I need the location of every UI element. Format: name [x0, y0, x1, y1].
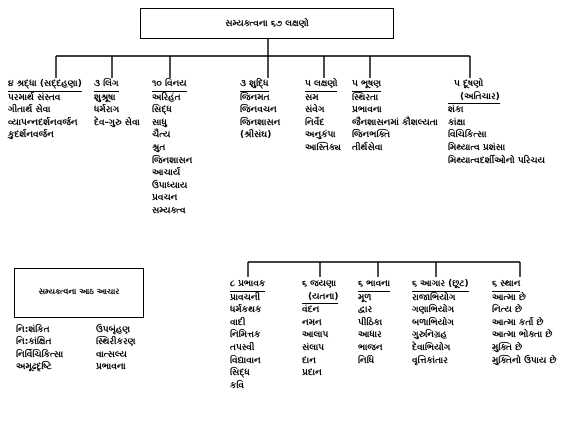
list-item: આસ્તિક્ય: [305, 142, 341, 153]
list-item: નિત્ય છે: [492, 305, 522, 316]
group-lakshan: [305, 78, 341, 155]
group-prabhavak: [230, 278, 265, 392]
list-item: આત્મા કર્તા છે: [492, 317, 544, 328]
list-item: ધર્મરાગ: [94, 105, 120, 116]
list-item: પ્રવચન: [152, 193, 178, 204]
group-heading: ૬ જયણા: [302, 279, 337, 289]
list-item: તીર્થસેવા: [352, 142, 383, 153]
group-heading: ૮ પ્રભાવક: [230, 278, 265, 292]
list-item: દાન: [302, 355, 316, 366]
list-item: નિ:કાંક્ષિત: [16, 337, 52, 348]
list-item: શંકા: [448, 105, 464, 116]
list-item: પ્રાવચની: [230, 292, 261, 303]
list-item: મિથ્યાત્વદર્શીઓનો પરિચય: [448, 155, 545, 166]
list-item: નિ:શંકિત: [16, 325, 50, 335]
list-item: પરમાર્થ સંસ્તવ: [8, 92, 61, 103]
group-heading: ૫ ભૂષણ: [352, 78, 381, 92]
list-item: નિધિ: [358, 355, 375, 366]
list-item: વંદન: [302, 305, 320, 316]
list-item: સ્થિરતા: [352, 92, 379, 103]
list-item: સિદ્ધ: [230, 368, 250, 379]
group-heading: ૩ લિંગ: [94, 78, 119, 92]
list-item: કવિ: [230, 380, 244, 391]
group-heading: ૩ શુદ્ધિ: [240, 78, 269, 92]
group-bhushan: [352, 78, 438, 155]
list-item: ગણાભિયોગ: [412, 305, 455, 316]
list-item: પ્રભાવના: [352, 105, 382, 116]
group-dushan: [448, 78, 545, 167]
list-item: વાદી: [230, 317, 246, 328]
list-item: મૂળ: [358, 292, 372, 303]
list-item: સ્થિરીકરણ: [96, 337, 136, 348]
list-item: સંવેગ: [305, 105, 325, 116]
list-item: વિચિકિત્સા: [448, 130, 487, 141]
list-item: જિનમત: [240, 92, 270, 103]
list-item: પ્રભાવના: [96, 362, 126, 373]
list-item: અરિહંત: [152, 92, 181, 103]
list-item: વિદ્યાવાન: [230, 355, 261, 366]
group-sthan: [492, 278, 556, 367]
list-item: આત્મા ભોક્તા છે: [492, 330, 553, 341]
list-item: જિનશાસન: [240, 117, 281, 128]
list-item: સમ્યક્ત્વ: [152, 205, 186, 216]
list-item: ઉપાધ્યાય: [152, 180, 188, 191]
group-heading: ૧૦ વિનય: [152, 78, 187, 92]
group-heading: ૬ ભાવના: [358, 278, 390, 292]
list-item: પ્રદાન: [302, 368, 322, 379]
list-item: આત્મા છે: [492, 292, 526, 303]
group-vinay: [152, 78, 192, 218]
group-heading: ૬ આગાર (છૂટ): [412, 278, 469, 292]
group-heading: ૬ સ્થાન: [492, 278, 520, 292]
group-heading: ૫ લક્ષણો: [305, 78, 337, 92]
list-item: જૈનશાસનમાં કૌશલ્યતા: [352, 117, 438, 128]
group-aagar: [412, 278, 469, 367]
list-item: બળાભિયોગ: [412, 317, 454, 328]
title-box: [140, 8, 394, 39]
list-item: વૃત્તિકાંતાર: [412, 355, 448, 366]
list-item: ધર્મકથક: [230, 305, 262, 316]
aachar-column-2: [96, 324, 135, 374]
list-item: મિથ્યાત્વ પ્રશંસા: [448, 142, 506, 153]
list-item: નિમિત્તક: [230, 330, 261, 341]
list-item: શુશ્રૂષા: [94, 92, 116, 103]
list-item: નિર્વેદ: [305, 117, 325, 128]
list-item: જિનભક્તિ: [352, 130, 391, 141]
list-item: સાધુ: [152, 117, 167, 128]
aachar-title: સમ્યક્ત્વના આઠ આચાર: [38, 287, 120, 296]
diagram-title: સમ્યક્ત્વના ૬૭ લક્ષણો: [225, 18, 309, 29]
group-jayana: [302, 278, 338, 380]
list-item: શ્રુત: [152, 142, 166, 153]
list-item: ચૈત્ય: [152, 130, 171, 141]
list-item: આધાર: [358, 330, 382, 341]
list-item: નિર્વિચિકિત્સા: [16, 349, 64, 360]
list-item: જિનવચન: [240, 105, 277, 116]
list-item: દેવાભિયોગ: [412, 342, 451, 353]
list-item: સિદ્ધ: [152, 105, 172, 116]
list-item: સમ: [305, 92, 319, 103]
aachar-box: [14, 268, 144, 318]
list-item: કુદર્શનવર્જન: [8, 130, 54, 141]
list-item: સંલાપ: [302, 342, 325, 353]
list-item: (શ્રીસંઘ): [240, 130, 272, 141]
list-item: ઉપબૃંહણ: [96, 325, 131, 335]
list-item: રાજાભિયોગ: [412, 292, 456, 303]
list-item: તપસ્વી: [230, 342, 255, 353]
list-item: ગીતાર્થ સેવા: [8, 105, 51, 116]
list-item: મુક્તિનો ઉપાય છે: [492, 355, 557, 366]
aachar-column-1: [16, 324, 63, 374]
list-item: અમૂઢદૃષ્ટિ: [16, 362, 52, 373]
list-item: કાંક્ષા: [448, 117, 466, 128]
group-heading: ૪ શ્રદ્ધા (સદ્દહણા): [8, 78, 82, 92]
group-shuddhi: [240, 78, 280, 142]
list-item: અનુકંપા: [305, 130, 336, 141]
list-item: ભાજન: [358, 342, 383, 353]
list-item: આલાપ: [302, 330, 329, 341]
list-item: વાત્સલ્ય: [96, 349, 127, 360]
list-item: દ્વાર: [358, 305, 373, 316]
list-item: દેવ-ગુરુ સેવા: [94, 117, 140, 128]
list-item: નમન: [302, 317, 322, 328]
group-heading: ૫ દૂષણો: [454, 79, 484, 89]
list-item: ગુરુનિગ્રહ: [412, 330, 447, 341]
list-item: જિનશાસન: [152, 155, 193, 166]
list-item: મુક્તિ છે: [492, 342, 523, 353]
group-ling: [94, 78, 140, 129]
group-heading-sub: (યતના): [302, 291, 338, 305]
list-item: વ્યાપન્નદર્શનવર્જન: [8, 117, 78, 128]
group-heading-sub: (અતિચાર): [448, 91, 500, 105]
list-item: આચાર્ય: [152, 168, 181, 179]
group-bhavana: [358, 278, 390, 367]
group-shraddha: [8, 78, 82, 142]
list-item: પીઠિકા: [358, 317, 383, 328]
